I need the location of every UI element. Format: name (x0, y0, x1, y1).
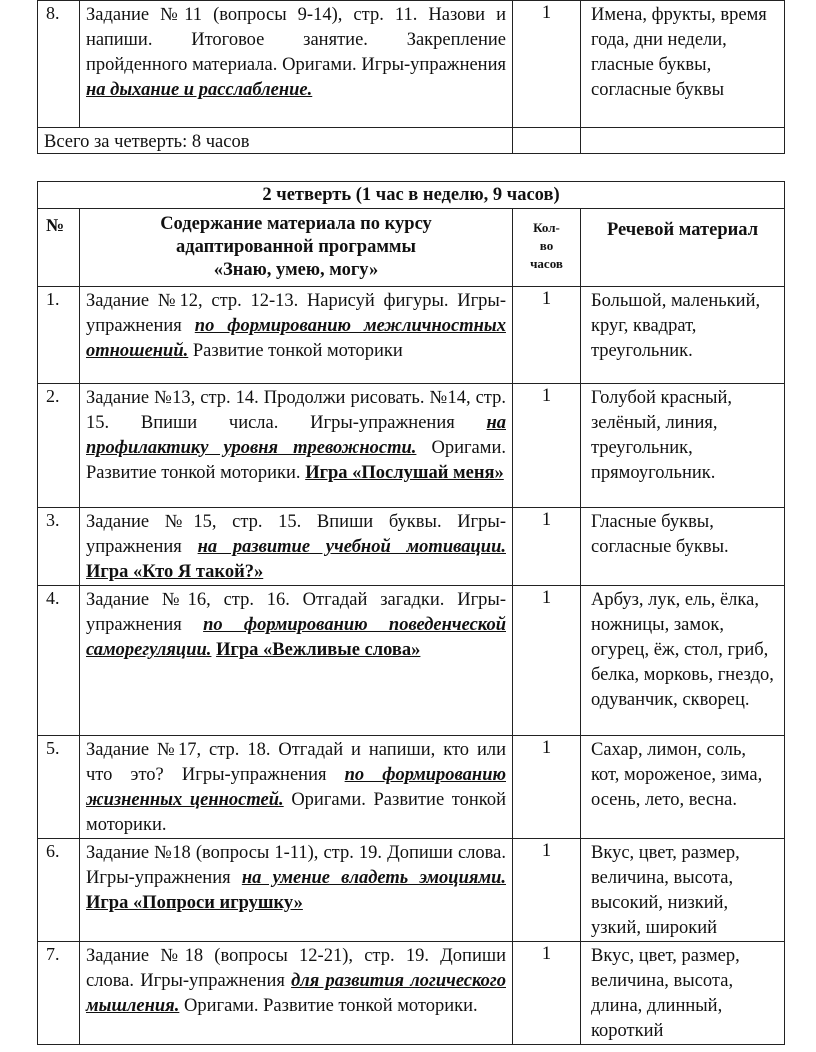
header-content-line: «Знаю, умею, могу» (213, 260, 379, 280)
row-hours: 1 (513, 508, 581, 586)
header-hours (513, 209, 581, 287)
content-emphasis: на умение владеть эмоциями. (241, 868, 506, 888)
content-text: Задание №18 (вопросы 12-21), стр. 19. Допиши слова. Игры-упражнения (86, 946, 506, 991)
row-speech-material: Имена, фрукты, время года, дни недели, гласные буквы, согласные буквы (581, 1, 785, 128)
row-speech-material: Гласные буквы, согласные буквы. (581, 508, 785, 586)
row-hours: 1 (513, 384, 581, 508)
row-number: 5. (38, 736, 80, 839)
content-emphasis: для развития логического мышления. (86, 971, 506, 1016)
header-row (38, 209, 785, 287)
row-content (80, 942, 513, 1045)
content-text: Задание №11 (вопросы 9-14), стр. 11. Назови и напиши. Итоговое занятие. Закрепление пройденного материала. Оригами. Игры-упражнения (86, 5, 506, 75)
quarter-title: 2 четверть (1 час в неделю, 9 часов) (38, 182, 785, 209)
row-content (80, 839, 513, 942)
game-title: Игра «Попроси игрушку» (86, 893, 303, 913)
row-number: 8. (38, 1, 80, 128)
row-number: 7. (38, 942, 80, 1045)
quarter-total: Всего за четверть: 8 часов (38, 128, 513, 154)
header-content-line: адаптированной программы (176, 237, 416, 257)
row-hours: 1 (513, 736, 581, 839)
content-text: Оригами. Развитие тонкой моторики. (86, 790, 507, 835)
content-text: Задание №12, стр. 12-13. Нарисуй фигуры. Игры-упражнения (86, 291, 506, 336)
row-hours: 1 (513, 586, 581, 736)
table-row (38, 287, 785, 384)
row-speech-material: Вкус, цвет, размер, величина, высота, длина, длинный, короткий (581, 942, 785, 1045)
content-emphasis: на дыхание и расслабление. (86, 80, 313, 100)
content-emphasis: на профилактику уровня тревожности. (86, 413, 506, 458)
content-text: Развитие тонкой моторики (188, 341, 403, 361)
content-emphasis: на развитие учебной мотивации. (197, 537, 506, 557)
row-number: 1. (38, 287, 80, 384)
content-emphasis: по формированию межличностных отношений. (86, 316, 506, 361)
header-content (80, 209, 513, 287)
header-number: № (38, 209, 80, 287)
table-row (38, 942, 785, 1045)
row-hours: 1 (513, 1, 581, 128)
header-speech: Речевой материал (581, 209, 785, 287)
game-title: Игра «Послушай меня» (305, 463, 504, 483)
row-content (80, 736, 513, 839)
total-row (38, 128, 785, 154)
content-text: Задание №13, стр. 14. Продолжи рисовать. №14, стр. 15. Впиши числа. Игры-упражнения (86, 388, 506, 433)
row-speech-material: Большой, маленький, круг, квадрат, треугольник. (581, 287, 785, 384)
table-row (38, 384, 785, 508)
row-number: 3. (38, 508, 80, 586)
content-text: Задание №16, стр. 16. Отгадай загадки. Игры-упражнения (86, 590, 506, 635)
previous-quarter-table (37, 0, 785, 154)
header-hours-line: во (539, 238, 554, 253)
quarter-2-table (37, 181, 785, 1045)
content-text: Оригами. Развитие тонкой моторики. (179, 996, 478, 1016)
row-content (80, 384, 513, 508)
empty-cell (581, 128, 785, 154)
row-content (80, 508, 513, 586)
table-title-row (38, 182, 785, 209)
row-speech-material: Голубой красный, зелёный, линия, треугольник, прямоугольник. (581, 384, 785, 508)
content-emphasis: по формированию жизненных ценностей. (86, 765, 506, 810)
row-hours: 1 (513, 839, 581, 942)
row-speech-material: Вкус, цвет, размер, величина, высота, высокий, низкий, узкий, широкий (581, 839, 785, 942)
header-hours-line: часов (530, 256, 563, 271)
row-content (80, 586, 513, 736)
row-speech-material: Сахар, лимон, соль, кот, мороженое, зима, осень, лето, весна. (581, 736, 785, 839)
content-text: Задание №17, стр. 18. Отгадай и напиши, кто или что это? Игры-упражнения (86, 740, 506, 785)
row-number: 6. (38, 839, 80, 942)
table-row (38, 508, 785, 586)
content-text: Оригами. Развитие тонкой моторики. (86, 438, 506, 483)
row-content (80, 287, 513, 384)
row-content (80, 1, 513, 128)
row-speech-material: Арбуз, лук, ель, ёлка, ножницы, замок, огурец, ёж, стол, гриб, белка, морковь, гнездо, одуванчик, скворец. (581, 586, 785, 736)
header-hours-line: Кол- (533, 220, 560, 235)
empty-cell (513, 128, 581, 154)
table-row (38, 736, 785, 839)
row-number: 4. (38, 586, 80, 736)
game-title: Игра «Кто Я такой?» (86, 562, 264, 582)
table-row (38, 839, 785, 942)
content-text: Задание №15, стр. 15. Впиши буквы. Игры-упражнения (86, 512, 506, 557)
table-row (38, 1, 785, 128)
game-title: Игра «Вежливые слова» (216, 640, 421, 660)
header-content-line: Содержание материала по курсу (160, 214, 432, 234)
content-emphasis: по формированию поведенческой саморегуляции. (86, 615, 506, 660)
row-hours: 1 (513, 942, 581, 1045)
row-hours: 1 (513, 287, 581, 384)
row-number: 2. (38, 384, 80, 508)
table-row (38, 586, 785, 736)
content-text: Задание №18 (вопросы 1-11), стр. 19. Допиши слова. Игры-упражнения (86, 843, 506, 888)
